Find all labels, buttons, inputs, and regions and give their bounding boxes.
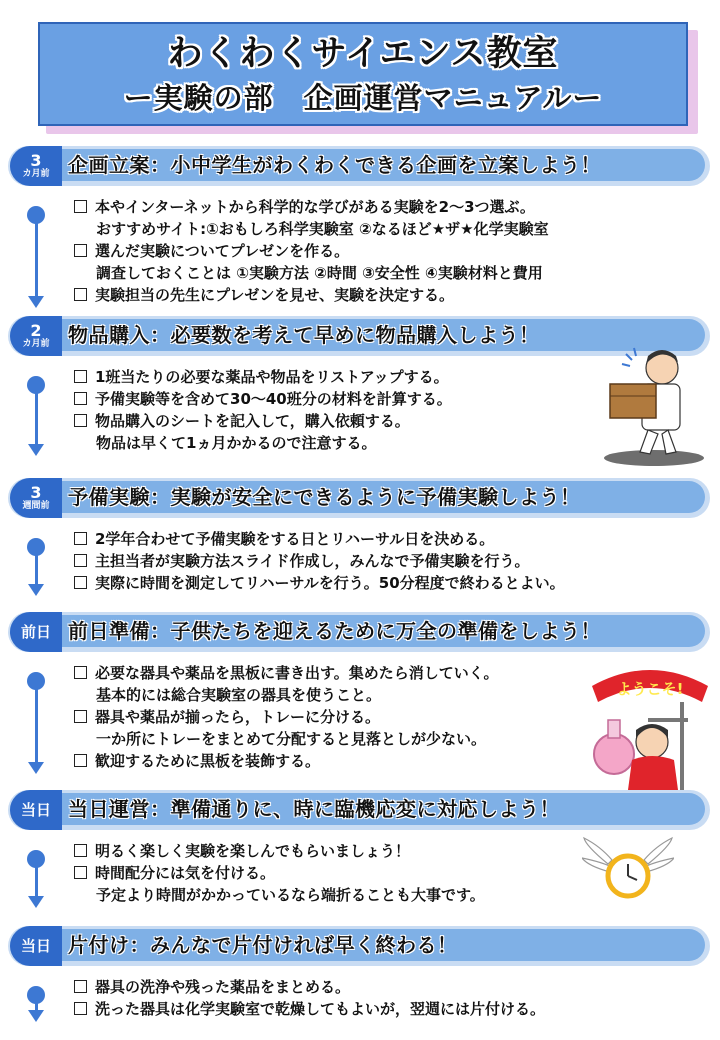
item-text: 器具の洗浄や残った薬品をまとめる。	[95, 978, 351, 996]
timing-badge	[10, 790, 62, 830]
checklist-item	[74, 706, 499, 728]
timing-badge	[10, 478, 62, 518]
checklist-item	[74, 840, 485, 862]
checklist-item	[74, 196, 549, 218]
item-text: 一か所にトレーをまとめて分配すると見落としが少ない。	[96, 730, 487, 748]
checkbox[interactable]	[74, 532, 87, 545]
checklist-item	[74, 366, 452, 388]
carrying-box-illustration	[596, 340, 706, 468]
checklist	[74, 196, 549, 306]
timing-unit: カ月前	[22, 338, 50, 349]
checklist-item	[74, 550, 565, 572]
item-text: 実際に時間を測定してリハーサルを行う。50分程度で終わるとよい。	[95, 574, 565, 592]
checklist-item	[74, 388, 452, 410]
checklist-note	[74, 218, 549, 240]
checklist-item	[74, 284, 549, 306]
welcome-scientist-illustration	[588, 660, 712, 790]
item-text: 器具や薬品が揃ったら，トレーに分ける。	[95, 708, 381, 726]
item-text: 主担当者が実験方法スライド作成し，みんなで予備実験を行う。	[95, 552, 530, 570]
checklist-note	[74, 262, 549, 284]
item-text: 明るく楽しく実験を楽しんでもらいましょう！	[95, 842, 411, 860]
checklist-item	[74, 862, 485, 884]
checkbox[interactable]	[74, 200, 87, 213]
item-text: 予備実験等を含めて30〜40班分の材料を計算する。	[95, 390, 452, 408]
checkbox[interactable]	[74, 288, 87, 301]
section-title: 片付け：みんなで片付ければ早く終わる！	[68, 933, 458, 957]
section-title: 前日準備：子供たちを迎えるために万全の準備をしよう！	[68, 619, 601, 643]
item-text: 物品購入のシートを記入して，購入依頼する。	[95, 412, 410, 430]
checklist-item	[74, 662, 499, 684]
item-text: 選んだ実験についてプレゼンを作る。	[95, 242, 350, 260]
timeline-line	[35, 384, 38, 444]
item-text: おすすめサイト:①おもしろ科学実験室 ②なるほど★ザ★化学実験室	[96, 220, 549, 238]
item-text: 必要な器具や薬品を黒板に書き出す。集めたら消していく。	[95, 664, 499, 682]
checklist-item	[74, 240, 549, 262]
timing-number: 2	[30, 320, 42, 340]
timeline-line	[35, 214, 38, 296]
item-text: 実験担当の先生にプレゼンを見せ、実験を決定する。	[95, 286, 454, 304]
item-text: 予定より時間がかかっているなら端折ることも大事です。	[96, 886, 485, 904]
item-text: 2学年合わせて予備実験をする日とリハーサル日を決める。	[95, 530, 495, 548]
checkbox[interactable]	[74, 554, 87, 567]
timeline-arrow-icon	[28, 1010, 44, 1022]
checkbox[interactable]	[74, 844, 87, 857]
timeline-arrow-icon	[28, 444, 44, 456]
timeline-line	[35, 858, 38, 896]
timeline-arrow-icon	[28, 296, 44, 308]
section-title: 物品購入：必要数を考えて早めに物品購入しよう！	[68, 323, 540, 347]
timing-number: 3	[30, 150, 42, 170]
timeline-arrow-icon	[28, 762, 44, 774]
section-title: 企画立案：小中学生がわくわくできる企画を立案しよう！	[68, 153, 601, 177]
item-text: 本やインターネットから科学的な学びがある実験を2〜3つ選ぶ。	[95, 198, 535, 216]
checklist-note	[74, 684, 499, 706]
checklist-item	[74, 998, 545, 1020]
item-text: 時間配分には気を付ける。	[95, 864, 276, 882]
checklist-note	[74, 728, 499, 750]
checklist	[74, 662, 499, 772]
timeline-arrow-icon	[28, 584, 44, 596]
timing-badge	[10, 316, 62, 356]
item-text: 調査しておくことは ①実験方法 ②時間 ③安全性 ④実験材料と費用	[96, 264, 543, 282]
checklist-item	[74, 410, 452, 432]
checkbox[interactable]	[74, 1002, 87, 1015]
timing-unit: 週間前	[22, 500, 50, 511]
checklist-note	[74, 432, 452, 454]
timing-label: 当日	[20, 937, 51, 955]
timeline-arrow-icon	[28, 896, 44, 908]
item-text: 基本的には総合実験室の器具を使うこと。	[96, 686, 382, 704]
section-title: 当日運営：準備通りに、時に臨機応変に対応しよう！	[68, 797, 560, 821]
checkbox[interactable]	[74, 754, 87, 767]
checklist-item	[74, 976, 545, 998]
checkbox[interactable]	[74, 370, 87, 383]
winged-clock-icon	[582, 836, 674, 906]
checklist	[74, 840, 485, 906]
header-banner	[38, 22, 688, 126]
timing-label: 当日	[20, 801, 51, 819]
checkbox[interactable]	[74, 666, 87, 679]
timeline-line	[35, 994, 38, 1010]
timing-number: 3	[30, 482, 42, 502]
checkbox[interactable]	[74, 866, 87, 879]
welcome-sign-text: ようこそ!	[616, 680, 684, 698]
checkbox[interactable]	[74, 392, 87, 405]
checklist	[74, 528, 565, 594]
timing-badge	[10, 926, 62, 966]
checklist	[74, 976, 545, 1020]
item-text: 洗った器具は化学実験室で乾燥してもよいが，翌週には片付ける。	[95, 1000, 546, 1018]
timing-label: 前日	[20, 623, 51, 641]
checklist-note	[74, 884, 485, 906]
page-title: わくわくサイエンス教室	[167, 34, 559, 74]
checklist-item	[74, 528, 565, 550]
section-title: 予備実験：実験が安全にできるように予備実験しよう！	[68, 485, 581, 509]
timeline-line	[35, 680, 38, 762]
timing-badge	[10, 146, 62, 186]
page-subtitle: ー実験の部 企画運営マニュアルー	[123, 81, 603, 115]
checkbox[interactable]	[74, 980, 87, 993]
timeline-line	[35, 546, 38, 584]
timing-badge	[10, 612, 62, 652]
item-text: 1班当たりの必要な薬品や物品をリストアップする。	[95, 368, 449, 386]
checkbox[interactable]	[74, 710, 87, 723]
checklist-item	[74, 750, 499, 772]
checklist	[74, 366, 452, 454]
checkbox[interactable]	[74, 576, 87, 589]
item-text: 物品は早くて1ヵ月かかるので注意する。	[96, 434, 377, 452]
checkbox[interactable]	[74, 414, 87, 427]
checkbox[interactable]	[74, 244, 87, 257]
checklist-item	[74, 572, 565, 594]
item-text: 歓迎するために黒板を装飾する。	[95, 752, 321, 770]
timing-unit: カ月前	[22, 168, 50, 179]
